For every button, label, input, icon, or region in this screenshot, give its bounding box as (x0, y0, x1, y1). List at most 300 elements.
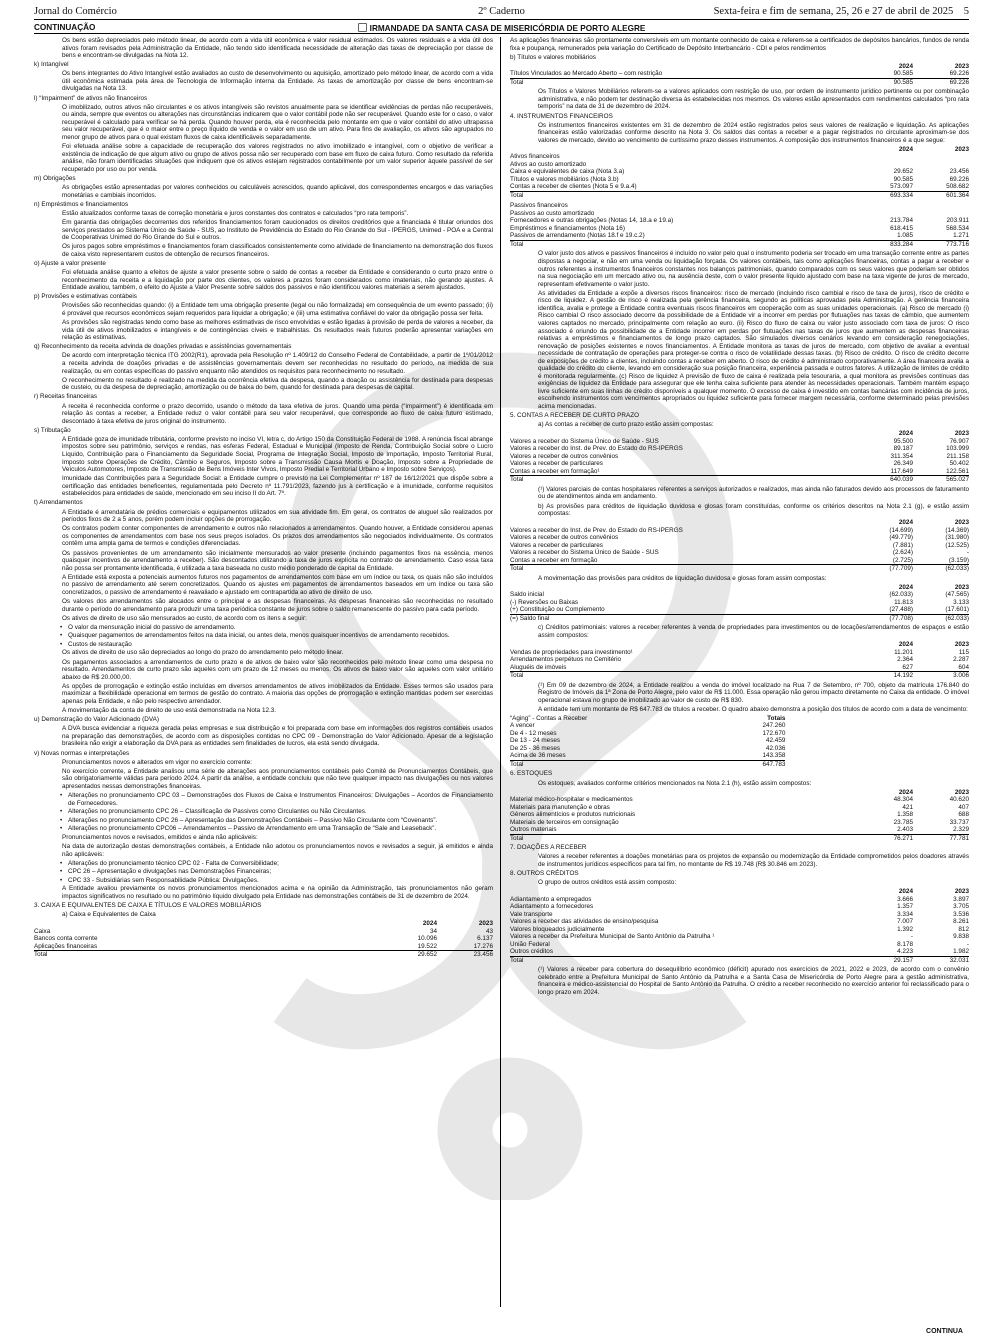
row-value: 90.585 (857, 78, 913, 86)
row-value: 76.907 (949, 437, 969, 445)
bullet-item: • Alterações no pronunciamento CPC 26 – Apresentação das Demonstrações Contábeis – Passivo Não Circulante com “Covenants”. (34, 817, 493, 825)
table-row (510, 911, 969, 919)
row-value: 2023 (954, 430, 969, 438)
row-label: Caixa e equivalentes de caixa (Nota 3.a) (510, 168, 625, 176)
row-value: 115 (958, 648, 969, 656)
row-value: 3.666 (897, 895, 913, 903)
table-row (510, 926, 969, 934)
row-value: 1.271 (953, 232, 969, 240)
row-label: Total (510, 240, 857, 248)
paragraph: Estão atualizados conforme taxas de correção monetária e juros constantes dos contratos e calculados “pro rata temporis”. (62, 209, 409, 217)
row-value: 11.813 (894, 598, 913, 606)
table-row (510, 549, 969, 557)
financial-instruments-table (510, 146, 969, 249)
row-label: Bancos conta corrente (34, 935, 98, 943)
row-label: Total (510, 565, 857, 573)
receivables-table (510, 430, 969, 484)
table-header-row (510, 789, 969, 797)
row-value: 211.158 (946, 452, 969, 460)
row-value: 601.364 (913, 191, 969, 199)
paragraph: Foi efetuada análise sobre a capacidade de recuperação dos valores registrados no ativo imobilizado e intangível, com o objetivo de verificar a existência de indicação de que algum ativo ou grupo de ativos possa não ser recuperado com base em fluxo de caixa futuro. Como resultado da referida análise, não foram identificadas situações que indiquem que os ativos estejam registrados contabilmente por um valor superior àquele passível de ser recuperado por uso ou por venda. (62, 143, 493, 173)
row-value: 2023 (954, 519, 969, 527)
table-row (510, 606, 969, 614)
row-value: 693.334 (857, 191, 913, 199)
table-row (510, 176, 969, 184)
row-label (510, 146, 857, 154)
row-value: 2.403 (897, 826, 913, 834)
row-label (510, 519, 857, 527)
row-value: 508.682 (946, 183, 969, 191)
heading-l: l) “Impairment” de ativos não financeiros (34, 94, 148, 102)
table-group-row (510, 202, 969, 210)
row-value: 122.561 (946, 467, 969, 475)
row-value: 90.585 (893, 70, 913, 78)
logo-icon (358, 23, 367, 32)
bullet-item: • Custos de restauração (34, 641, 493, 649)
table-total-row (510, 760, 785, 768)
row-value: 32.031 (913, 956, 969, 964)
heading-note-3: 3. CAIXA E EQUIVALENTES DE CAIXA E TÍTULOS E VALORES MOBILIÁRIOS (34, 902, 262, 909)
row-value: - (966, 549, 969, 557)
row-value: 17.276 (473, 942, 493, 950)
row-label: Arrendamentos perpétuos no Cemitério (510, 656, 622, 664)
row-value: 2024 (898, 519, 913, 527)
paragraph: Os pagamentos associados a arrendamentos de curto prazo e de ativos de baixo valor são reconhecidos pelo método linear como uma despesa no resultado. Arrendamentos de curto prazo são aqueles com um prazo de 12 meses ou menos. Os ativos de baixo valor são aqueles com valor unitário abaixo de R$ 20.000,00. (62, 658, 493, 681)
row-value: 1.392 (897, 925, 913, 933)
row-value: 3.536 (953, 910, 969, 918)
paragraph: As obrigações estão apresentadas por valores conhecidos ou calculáveis acrescidos, quando aplicável, dos correspondentes encargos e das variações monetárias e cambiais incorridos. (62, 184, 493, 199)
right-column (510, 37, 969, 1322)
row-value: - (966, 940, 969, 948)
heading-note-4: 4. INSTRUMENTOS FINANCEIROS (510, 112, 613, 120)
bullet-item: • Quaisquer pagamentos de arrendamentos feitos na data inicial, ou antes dela, menos quaisquer incentivos de arrendamento recebidos. (34, 632, 493, 640)
row-value: 69.226 (949, 70, 969, 78)
row-value: 10.096 (417, 935, 437, 943)
row-label: Acima de 36 meses (510, 752, 566, 760)
row-label: Total (34, 951, 381, 959)
paragraph: As aplicações financeiras são prontamente conversíveis em um montante conhecido de caixa e referem-se a certificados de depósitos bancários, fundos de renda fixa e poupança, remunerados pela variação do Certificado de Depósito Interbancário - CDI e pelos rendimentos (510, 37, 969, 52)
row-value (913, 210, 969, 218)
table-row (510, 70, 969, 78)
row-value: 26.349 (893, 460, 913, 468)
bullet-item: • Alterações do pronunciamento técnico CPC 02 - Falta de Conversibilidade; (34, 860, 493, 868)
heading-k: k) Intangível (34, 61, 69, 69)
row-label: Fornecedores e outras obrigações (Notas 14, 18.a e 19.a) (510, 217, 674, 225)
paragraph: Os passivos provenientes de um arrendamento são inicialmente mensurados ao valor presente (incluindo pagamentos fixos na essência, menos quaisquer incentivos de arrendamento a receber). São descontados utilizando a taxa de juros explícita no contrato de arrendamento. Caso essa taxa não possa ser prontamente identificada, é utilizada a taxa baseada no custo médio ponderado de capital da Entidade. (62, 549, 493, 572)
row-label: Passivos ao custo amortizado (510, 209, 595, 217)
row-label: Valores a receber de outros convênios (510, 452, 619, 460)
row-value: 2023 (954, 583, 969, 591)
row-value: 23.456 (949, 168, 969, 176)
row-value: 2024 (898, 888, 913, 896)
row-value: 1.358 (897, 811, 913, 819)
row-value: 2023 (954, 62, 969, 70)
row-label (510, 888, 857, 896)
table-row (510, 737, 785, 745)
heading-note-8: 8. OUTROS CRÉDITOS (510, 870, 579, 878)
row-label: De 25 - 36 meses (510, 744, 561, 752)
heading-p: p) Provisões e estimativas contábeis (34, 293, 137, 301)
row-value: 407 (958, 803, 969, 811)
row-value: (7.881) (892, 541, 913, 549)
row-value: 90.585 (893, 175, 913, 183)
row-label: Contas a receber de clientes (Nota 5 e 9.a.4) (510, 183, 637, 191)
table-header-row (510, 430, 969, 438)
row-value: 2023 (954, 788, 969, 796)
table-row (510, 649, 969, 657)
table-header-row (510, 63, 969, 71)
row-value: 1.982 (953, 948, 969, 956)
table-header-row (510, 146, 969, 154)
row-value (913, 202, 969, 210)
table-row (510, 941, 969, 949)
row-value: 3.334 (897, 910, 913, 918)
heading-t: t) Arrendamentos (34, 499, 83, 507)
table-row (510, 745, 785, 753)
provisions-movement-table (510, 584, 969, 623)
row-label: Valores a receber do Sistema Único de Saúde - SUS (510, 549, 659, 557)
row-value: (14.699) (889, 526, 913, 534)
row-value: 29.652 (893, 168, 913, 176)
table-row (510, 826, 969, 834)
paragraph: Pronunciamentos novos e alterados em vigor no exercício corrente: (62, 758, 253, 766)
row-label: Contas a receber em formação (510, 556, 598, 564)
row-value: (3.159) (948, 556, 969, 564)
left-column (34, 37, 493, 1307)
row-value: 2023 (478, 920, 493, 928)
row-value: 647.783 (729, 760, 785, 768)
cash-table (34, 920, 493, 959)
row-value: (27.488) (889, 606, 913, 614)
row-label: Valores a receber de particulares (510, 460, 603, 468)
row-value: 34 (429, 927, 437, 935)
heading-note-3b: b) Títulos e valores mobiliários (510, 53, 596, 61)
paragraph: Pronunciamentos novos e revisados, emitidos e ainda não aplicáveis: (62, 833, 258, 841)
row-value: 2024 (898, 583, 913, 591)
row-value: (62.033) (889, 591, 913, 599)
row-value: 311.354 (890, 452, 913, 460)
row-value: 2024 (898, 62, 913, 70)
row-label: Títulos Vinculados ao Mercado Aberto – com restrição (510, 70, 663, 78)
row-label: Adiantamento a empregados (510, 895, 592, 903)
row-value: (2.725) (892, 556, 913, 564)
row-value: 69.226 (949, 175, 969, 183)
table-row (510, 445, 969, 453)
heading-note-5c: c) Créditos patrimoniais: valores a receber referentes à venda de propriedades para investimentos ou de locações/arrendamentos de espaços e estão assim compostos: (538, 624, 969, 639)
row-value: 76.271 (857, 834, 913, 842)
row-label: Gêneros alimentícios e produtos nutricionais (510, 811, 636, 819)
row-label: Valores a receber de outros convênios (510, 534, 619, 542)
paragraph: Os instrumentos financeiros existentes em 31 de dezembro de 2024 estão registrados pelos seus valores de realização e liquidação. As aplicações financeiras estão valorizadas conforme descrito na Nota 3. Os saldos das contas a receber e a pagar registrados no circulante aproximam-se dos valores de mercado, devido ao vencimento de curtíssimo prazo desses instrumentos. A composição dos instrumentos financeiros é a que segue: (538, 121, 969, 144)
row-value: 143.358 (762, 752, 786, 760)
row-value: 8.261 (953, 918, 969, 926)
continuation-label: CONTINUAÇÃO (34, 23, 96, 32)
table-row (510, 468, 969, 476)
table-total-row (510, 672, 969, 680)
row-value: 2024 (898, 145, 913, 153)
footnote: (¹) Valores parciais de contas hospitalares referentes a serviços autorizados e realizados, mas ainda não faturados devido aos processos de faturamento ou de atendimentos ainda em andamento. (538, 485, 969, 501)
row-value: 3.133 (953, 598, 969, 606)
row-label: Valores a receber da Prefeitura Municipal de Santo Antônio da Patrulha ¹ (510, 933, 715, 941)
table-row (510, 752, 785, 760)
row-label (510, 789, 857, 797)
row-label (510, 430, 857, 438)
paragraph: A Entidade é arrendatária de prédios comerciais e equipamentos utilizados em sua atividade fim. Em geral, os contratos de aluguel são realizados por períodos fixos de 2 a 5 anos, porém podem incluir opções de prorrogação. (62, 508, 493, 524)
row-value: 2024 (898, 430, 913, 438)
row-value: 640.039 (857, 476, 913, 484)
table-row (510, 599, 969, 607)
row-value: 29.652 (381, 951, 437, 959)
row-value: 203.911 (946, 217, 969, 225)
row-value: 42.036 (765, 744, 786, 752)
row-label: Vale transporte (510, 910, 553, 918)
row-value: 43 (485, 927, 493, 935)
row-label: Total (510, 476, 857, 484)
row-label: Vendas de propriedades para investimento¹ (510, 648, 633, 656)
table-row (510, 948, 969, 956)
row-label: Empréstimos e financiamentos (Nota 16) (510, 224, 625, 232)
row-value: (62.033) (913, 565, 969, 573)
paragraph: A Entidade goza de imunidade tributária, conforme previsto no inciso VI, letra c, do Artigo 150 da Constituição Federal de 1988. A renúncia fiscal abrange impostos sobre seu patrimônio, serviços e rendas, nas esferas Federal, Estadual e Municipal (Imposto de Renda, Contribuição Social sobre o Lucro Líquido, Contribuição para o Financiamento da Seguridade Social, Programa de Integração Social, Imposto de Importação, Imposto Territorial Rural, Imposto sobre Operações de Crédito, Câmbio e Seguros, Imposto sobre a Transmissão Causa Mortis e Doação, Imposto sobre a Propriedade de Veículos Automotores, Imposto de Transmissão de Bens Imóveis Inter Vivos, Imposto Predial e Territorial Urbano e Imposto sobre Serviços). (62, 435, 493, 474)
row-label: União Federal (510, 940, 550, 948)
table-row (510, 903, 969, 911)
paragraph: Os bens estão depreciados pelo método linear, de acordo com a vida útil econômica e valor residual estimados. Os valores residuais e a vida útil dos ativos foram revisados pela Administração da Entidade, não tendo sido identificada necessidade de alteração das taxas de depreciação por classe de bens e encontram-se divulgadas na Nota 12. (62, 37, 493, 60)
paragraph: Imunidade das Contribuições para a Seguridade Social: a Entidade cumpre o previsto na Lei Complementar nº 187 de 16/12/2021 que dispõe sobre a certificação das entidades beneficentes, regulamentada pelo Decreto nº 11.791/2023, fazendo jus à certificação e à imunidade, conforme requisitos estabelecidos para entidades de saúde, mencionado em seu inciso II do Art. 7º. (62, 475, 493, 498)
row-value: 172.670 (762, 729, 786, 737)
row-value: 604 (958, 663, 969, 671)
footnote: (¹) Em 09 de dezembro de 2024, a Entidade realizou a venda do imóvel localizado na Rua 7 de Setembro, nº 700, objeto da matrícula 176.840 do Registro de Imóveis da 1ª Zona de Porto Alegre, pelo valor de R$ 11.000. Essa operação não gerou impacto diretamente no Caixa da entidade. O imóvel operacional estava no grupo de imobilizado ao valor de custo de R$ 830. (538, 681, 969, 704)
row-value: 8.178 (897, 940, 913, 948)
row-value: 3.006 (913, 672, 969, 680)
table-total-row (510, 956, 969, 964)
row-value: 48.304 (893, 796, 913, 804)
row-value: 2024 (898, 788, 913, 796)
row-value: 23.785 (893, 818, 913, 826)
row-value (857, 210, 913, 218)
masthead (34, 6, 969, 20)
table-row (510, 183, 969, 191)
row-value: 7.007 (897, 918, 913, 926)
row-label: (+) Constituição ou Complemento (510, 606, 605, 614)
table-total-row (510, 240, 969, 248)
heading-v: v) Novas normas e interpretações (34, 749, 130, 757)
row-value: 89.187 (893, 445, 913, 453)
column-header: “Aging” - Contas a Receber (510, 714, 588, 722)
row-value: 4.223 (897, 948, 913, 956)
other-credits-table (510, 888, 969, 964)
table-total-row (510, 565, 969, 573)
row-value: 1.085 (897, 232, 913, 240)
heading-note-6: 6. ESTOQUES (510, 770, 553, 778)
aging-table (510, 715, 785, 769)
row-label: Passivos financeiros (510, 202, 568, 210)
paragraph: De acordo com interpretação técnica ITG 2002(R1), aprovada pela Resolução nº 1.409/12 do Conselho Federal de Contabilidade, a partir de 1º/01/2012 a receita advinda de doações privadas e de assistências governamentais devem ser reconhecidas no resultado do período, na medida de sua realização, ou em contas específicas do passivo enquanto não atendidos os requisitos para reconhecimento no resultado. (62, 352, 493, 375)
row-value: 3.705 (953, 903, 969, 911)
row-value: (62.033) (913, 614, 969, 622)
paragraph: Provisões são reconhecidas quando: (i) a Entidade tem uma obrigação presente (legal ou não formalizada) em consequência de um evento passado; (ii) é provável que recursos econômicos sejam requeridos para liquidar a obrigação; e (iii) uma estimativa confiável do valor da obrigação possa ser feita. (62, 302, 493, 317)
heading-n: n) Empréstimos e financiamentos (34, 200, 129, 208)
row-label: Valores a receber de particulares (510, 541, 603, 549)
row-label: Valores a receber do Inst. de Prev. do Estado do RS-IPERGS (510, 445, 683, 453)
row-label: Materiais de terceiros em consignação (510, 818, 619, 826)
row-value: 14.192 (857, 672, 913, 680)
row-label: Passivos de arrendamento (Notas 18.f e 19.c.2) (510, 232, 645, 240)
table-header-row (510, 519, 969, 527)
table-row (34, 935, 493, 943)
table-header-row (510, 888, 969, 896)
bullet-item: • O valor da mensuração inicial do passivo de arrendamento. (34, 624, 493, 632)
table-row (510, 664, 969, 672)
row-label: Total (510, 78, 857, 86)
table-total-row (34, 951, 493, 959)
row-label: Valores a receber do Sistema Único de Saúde - SUS (510, 437, 659, 445)
paper-name: Jornal do Comércio (34, 6, 117, 17)
row-value: 568.534 (946, 224, 969, 232)
paragraph: Os bens integrantes do Ativo Intangível estão avaliados ao custo de desenvolvimento ou aquisição, amortizado pelo método linear, de acordo com a vida útil econômica estimada pela área de Tecnologia de Informação interna da Entidade. As taxas de amortização por classe de bens encontram-se divulgadas na Nota 13. (62, 70, 493, 93)
row-label: Adiantamento a fornecedores (510, 903, 594, 911)
column-header: Totais (767, 714, 786, 722)
row-value: 688 (958, 811, 969, 819)
row-label: Valores a receber das atividades de ensino/pesquisa (510, 918, 659, 926)
table-header-row (510, 584, 969, 592)
inventory-table (510, 789, 969, 843)
paragraph: Em garantia das obrigações decorrentes dos referidos financiamentos foram caucionados os direitos creditórios que a financiada é titular oriundos dos serviços prestados ao Sistema Único de Saúde - SUS, ao Instituto de Previdência do Estado do Rio Grande do Sul - IPERGS, Unimed - POA e a Central de Cooperativas Unimed do Rio Grande do Sul e outros. (62, 218, 493, 242)
row-value: 618.415 (890, 224, 913, 232)
row-value: 213.784 (890, 217, 913, 225)
heading-r: r) Receitas financeiras (34, 393, 98, 401)
paragraph: A Entidade avaliou previamente os novos pronunciamentos mencionados acima e na opinião da Administração, tais pronunciamentos não geram impactos significativos no resultado ou no patrimônio líquido divulgado pela Entidade nas demonstrações contábeis de 31 de dezembro de 2024. (62, 885, 493, 900)
table-row (510, 534, 969, 542)
paragraph: Os ativos de direito de uso são mensurados ao custo, de acordo com os itens a seguir: (62, 614, 307, 622)
row-value: 42.459 (765, 737, 786, 745)
section-band (34, 22, 969, 34)
heading-note-5: 5. CONTAS A RECEBER DE CURTO PRAZO (510, 412, 640, 420)
row-label (510, 641, 857, 649)
row-value (913, 161, 969, 169)
row-label: Ativos financeiros (510, 153, 560, 161)
row-label: Caixa (34, 927, 51, 935)
paragraph: As opções de prorrogação e extinção estão incluídas em diversos arrendamentos de ativos imobilizados da Entidade. Esses termos são usados para maximizar a flexibilidade operacional em termos de gestão do contrato. A maioria das opções de prorrogação e extinção mantidas podem ser exercidas apenas pela Entidade, e não pelo respectivo arrendador. (62, 682, 493, 705)
row-value: 2.364 (897, 656, 913, 664)
row-label: De 4 - 12 meses (510, 729, 557, 737)
row-label (510, 584, 857, 592)
heading-m: m) Obrigações (34, 174, 76, 182)
row-value: 3.897 (953, 895, 969, 903)
bullet-item: • Alterações no pronunciamento CPC 03 – Demonstrações dos Fluxos de Caixa e Instrumentos Financeiros: Divulgações – Acordos de Financiamento de Fornecedores. (34, 792, 493, 807)
row-value: (77.708) (857, 614, 913, 622)
row-label: Títulos e valores mobiliários (Nota 3.b) (510, 175, 619, 183)
table-row (510, 232, 969, 240)
publisher-title-text: IRMANDADE DA SANTA CASA DE MISERICÓRDIA DE PORTO ALEGRE (369, 24, 646, 33)
row-value: - (910, 933, 913, 941)
row-label: Valores bloqueados judicialmente (510, 925, 605, 933)
row-value: 117.649 (890, 467, 913, 475)
paragraph: O grupo de outros créditos está assim composto: (538, 879, 677, 887)
table-row (510, 730, 785, 738)
row-value: 23.456 (437, 951, 493, 959)
paragraph: Foi efetuada análise quanto a efeitos de ajuste a valor presente sobre o saldo de contas a receber da Entidade e considerando o curto prazo entre o reconhecimento da receita e a liquidação por parte dos clientes, os valores a prazos foram considerados como imateriais, não gerando ajustes. A Entidade avaliou, também, o efeito do Ajuste a Valor Presente sobre saldos dos passivos e não identificou valores materiais a serem ajustados. (62, 269, 493, 292)
table-header-row (510, 641, 969, 649)
table-row (510, 168, 969, 176)
row-value: 103.999 (946, 445, 969, 453)
row-label: Total (510, 672, 857, 680)
table-row (510, 225, 969, 233)
row-label: Total (510, 956, 857, 964)
securities-table (510, 63, 969, 87)
continua-label: CONTINUA (926, 1328, 963, 1335)
paragraph: A receita é reconhecida conforme o prazo decorrido, usando o método da taxa efetiva de juros. Quando uma perda (“impairment”) é identificada em relação às contas a receber, a Entidade reduz o valor contábil para seu valor recuperável, que corresponde ao fluxo de caixa futuro estimado, descontado à taxa efetiva de juros original do instrumento. (62, 402, 493, 425)
section-name: 2º Caderno (478, 6, 525, 17)
row-value: 2024 (422, 920, 437, 928)
table-row (510, 591, 969, 599)
row-value: 573.097 (890, 183, 913, 191)
paragraph: Os contratos podem conter componentes de arrendamento e outros não relacionados a arrendamentos. Quando houver, a Entidade considerou apenas os componentes de arrendamentos com base nos seus preços isolados. Os prazos dos arrendamentos são negociados individualmente. Os contratos contêm uma ampla gama de termos e condições diferenciadas. (62, 525, 493, 548)
bullet-item: • CPC 33 - Subsidiárias sem Responsabilidade Pública: Divulgações. (34, 877, 493, 885)
row-label: Contas a receber em formação¹ (510, 467, 600, 475)
provisions-table (510, 519, 969, 573)
heading-note-7: 7. DOAÇÕES A RECEBER (510, 844, 587, 852)
row-value: (47.565) (945, 591, 969, 599)
table-total-row (510, 191, 969, 199)
table-row (510, 217, 969, 225)
table-row (510, 819, 969, 827)
paragraph: O valor justo dos ativos e passivos financeiros é incluído no valor pelo qual o instrumento poderia ser trocado em uma transação corrente entre as partes dispostas a negociar, e não em uma venda ou liquidação forçada. Os valores contábeis, tais como aplicações financeiras, contas a pagar a receber e outros referentes a instrumentos financeiros constantes nos balanços patrimoniais, quando comparados com os seus valores que poderiam ser obtidos na sua negociação em um mercado ativo ou, na ausência deste, com o valor presente líquido ajustado com base na taxa vigente de juros de mercado, representam efetivamente o valor justo. (538, 250, 969, 288)
paragraph: A Entidade está exposta a potenciais aumentos futuros nos pagamentos de arrendamentos com base em um índice ou taxa, os quais não são incluídos no passivo de arrendamento até serem concretizados. Quando os ajustes em pagamentos de arrendamentos baseados em um índice ou taxa são concretizados, o passivo de arrendamento é reavaliado e ajustado em contrapartida ao ativo de direito de uso. (62, 573, 493, 596)
row-value: (77.709) (857, 565, 913, 573)
heading-q: q) Reconhecimento da receita advinda de doações privadas e assistências governamentais (34, 343, 292, 351)
row-label (510, 63, 857, 71)
row-value: 812 (958, 925, 969, 933)
row-value: 833.284 (857, 240, 913, 248)
row-label: A vencer (510, 722, 535, 730)
row-value: (12.525) (945, 541, 969, 549)
row-value (857, 153, 913, 161)
table-row (510, 722, 785, 730)
row-value: 95.500 (893, 437, 913, 445)
table-row (510, 438, 969, 446)
row-label: Total (510, 834, 857, 842)
paragraph: Os Títulos e Valores Mobiliários referem-se a valores aplicados com restrição de uso, por ordem de instrumento jurídico pertinente ou por combinação administrativa, e não podem ter destinação diversa às estabelecidas nos mesmos. Os valores estão apresentados com rendimentos calculados “pro rata temporis” na data de 31 de dezembro de 2024. (538, 88, 969, 111)
paragraph: Na data de autorização destas demonstrações contábeis, a Entidade não adotou os pronunciamentos novos e revisados a seguir, já emitidos e ainda não aplicáveis: (62, 842, 493, 858)
row-value (913, 153, 969, 161)
table-row (510, 796, 969, 804)
row-label: Valores a receber do Inst. de Prev. do Estado do RS-IPERGS (510, 526, 683, 534)
paragraph: Os valores dos arrendamentos são alocados entre o principal e as despesas financeiras. As despesas financeiras são reconhecidas no resultado durante o período do arrendamento para produzir uma taxa periódica constante de juros sobre o saldo remanescente do passivo para cada período. (62, 598, 493, 613)
paragraph: A entidade tem um montante de R$ 647.783 de títulos a receber. O quadro abaixo demonstra a posição dos títulos de acordo com a data de vencimento: (538, 705, 968, 713)
table-row (510, 811, 969, 819)
table-row (510, 933, 969, 941)
row-value: 40.620 (949, 796, 969, 804)
paragraph: No exercício corrente, a Entidade analisou uma série de alterações aos pronunciamentos contábeis pelo Comitê de Pronunciamentos Contábeis, que são obrigatoriamente válidas para período 2024. A partir da análise, a entidade concluiu que não teve qualquer impacto nas divulgações ou nos valores apresentados nessas demonstrações financeiras. (62, 767, 493, 790)
paragraph: As atividades da Entidade a expõe a diversos riscos financeiros: risco de mercado (incluindo risco cambial e risco de taxa de juros), risco de crédito e risco de liquidez. A gestão de risco é realizada pela gerência financeira, segundo as políticas aprovadas pela Administração. A gerência financeira identifica, avalia e protege a Entidade contra eventuais riscos financeiros em cooperação com as suas unidades operacionais. (a) Risco de mercado (i) Risco cambial O risco associado decorre da possibilidade de a Entidade vir a incorrer em perdas por flutuações nas taxas de câmbio, que aumentem valores captados no mercado, principalmente com relação ao euro. (ii) Risco do fluxo de caixa ou valor justo associado com taxa de juros: O risco associado é oriundo da possibilidade de a Entidade incorrer em perdas por flutuações nas taxas de juros que aumentem as despesas financeiras relativas a empréstimos e financiamentos de longo prazo captados. São simulados diversos cenários levando em consideração renegociações, renovação de posições existentes e novos financiamentos. A Entidade monitora as taxas de juros de mercado, com objetivo de avaliar a eventual necessidade de contratação de operações para proteger-se contra o risco de volatilidade dessas taxas. (b) Risco de crédito. O risco de crédito decorre de exposições de crédito a clientes, incluindo contas a receber em aberto. O risco de crédito é administrado corporativamente. A área financeira avalia a qualidade do crédito do cliente, levando em consideração sua posição financeira, experiência passada e outros fatores. A utilização de limites de crédito é monitorada regularmente. (c) Risco de liquidez A previsão de fluxo de caixa é realizada pela tesouraria, a qual monitora as previsões contínuas das exigências de liquidez da Entidade para assegurar que ele tenha caixa suficiente para atender às necessidades operacionais. Também mantém espaço livre suficiente em suas linhas de crédito disponíveis a qualquer momento. O excesso de caixa é investido em contas bancárias com incidência de juros, escolhendo instrumentos com vencimentos apropriados ou liquidez suficiente para fornecer margem necessária, conforme determinado pelas previsões acima mencionadas. (538, 289, 969, 410)
heading-note-5a: a) As contas a receber de curto prazo estão assim compostas: (538, 421, 714, 429)
row-value: 421 (902, 803, 913, 811)
paragraph: A movimentação das provisões para créditos de liquidação duvidosa e glosas foram assim compostas: (538, 574, 827, 582)
paragraph: Os ativos de direito de uso são depreciados ao longo do prazo do arrendamento pelo método linear. (62, 649, 344, 657)
row-label: Total (510, 191, 857, 199)
table-total-row (510, 476, 969, 484)
row-value: (14.369) (945, 526, 969, 534)
table-row (510, 557, 969, 565)
row-label: Aluguéis de imóveis (510, 663, 567, 671)
publisher-title (34, 23, 969, 33)
row-value: 6.137 (477, 935, 493, 943)
table-row (510, 453, 969, 461)
table-row (34, 928, 493, 936)
column-divider (500, 37, 501, 1307)
row-value (857, 161, 913, 169)
row-label: Material médico-hospitalar e medicamentos (510, 796, 633, 804)
